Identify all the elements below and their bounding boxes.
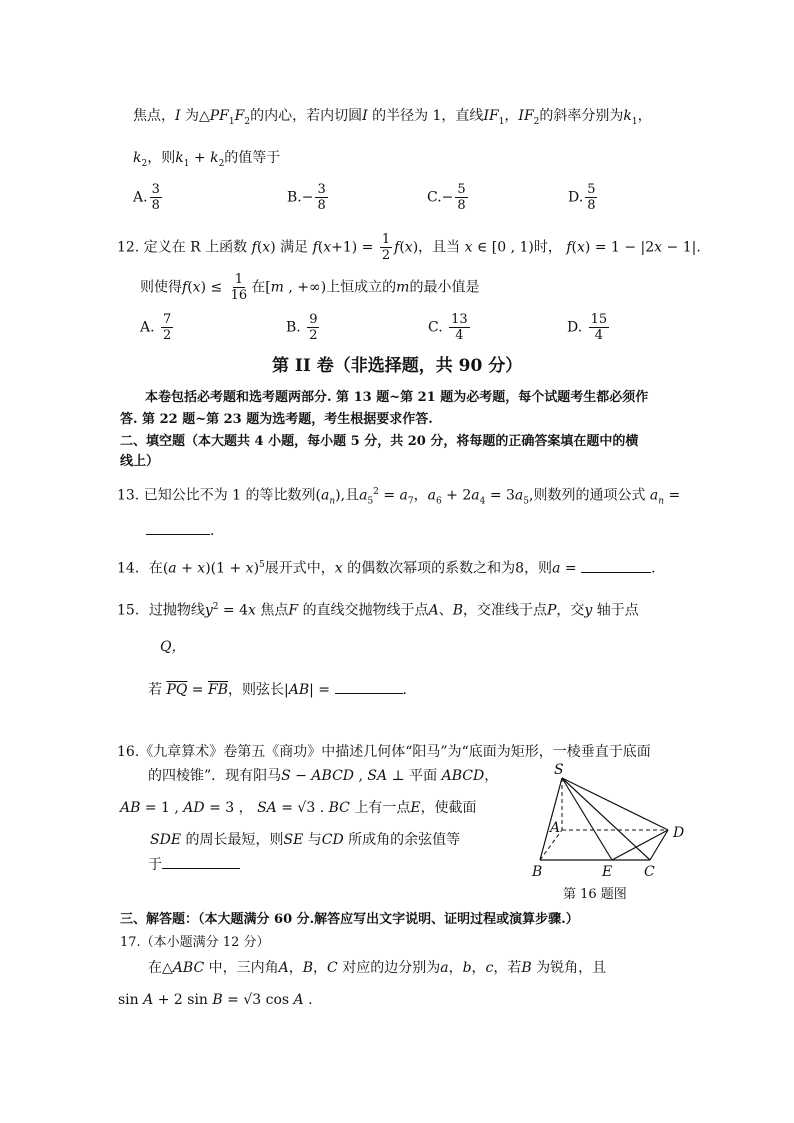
label-c: C [644, 864, 655, 880]
section-fill-blank-line1: 二、填空题（本大题共 4 小题，每小题 5 分，共 20 分，将每题的正确答案填在题中的横 [120, 434, 639, 449]
edge-sc [562, 778, 650, 860]
label-b: B [532, 864, 543, 880]
q15-line1: 15．过抛物线$y^2 = 4x$ 焦点F 的直线交抛物线于点A、B，交准线于点P，交y 轴于点 [117, 602, 639, 619]
q16-figure-caption: 第 16 题图 [563, 887, 627, 902]
q17-line1: 在△ABC 中，三内角A，B，C 对应的边分别为a，b，c，若B 为锐角，且 [148, 960, 607, 976]
q11-option-a: A. $\frac{3}{8}$ [133, 182, 160, 213]
q15-answer-blank[interactable] [335, 679, 403, 694]
label-e: E [602, 864, 613, 880]
section-solutions-title: 三、解答题：（本大题满分 60 分.解答应写出文字说明、证明过程或演算步骤.） [120, 912, 579, 927]
q11-option-c: C.− $\frac{5}{8}$ [427, 182, 466, 213]
q14-answer-blank[interactable] [581, 558, 651, 573]
q13-answer-blank[interactable]: . [146, 520, 214, 541]
q17-header: 17.（本小题满分 12 分） [120, 935, 270, 950]
part2-title: 第 II 卷（非选择题，共 90 分） [272, 356, 523, 376]
label-s: S [554, 762, 564, 778]
q17-line2: sin A + 2 sin B = √3 cos A . [118, 992, 313, 1008]
q16-pyramid-figure [520, 760, 700, 880]
q16-line1: 16.《九章算术》卷第五《商功》中描述几何体“阳马”为“底面为矩形，一棱垂直于底面 [117, 744, 651, 760]
q12-option-a: A. $\frac{7}{2}$ [140, 312, 172, 343]
q15-line2: Q， [160, 639, 186, 655]
q16-line4: SDE 的周长最短，则SE 与CD 所成角的余弦值等 [150, 832, 461, 848]
q12-option-d: D. $\frac{15}{4}$ [567, 312, 608, 343]
label-d: D [673, 825, 685, 841]
q16-answer-blank[interactable] [162, 854, 240, 869]
q11-option-d: D. $\frac{5}{8}$ [568, 182, 596, 213]
q16-line5: 于 [148, 854, 240, 875]
q16-line3: AB = 1 , AD = 3 ， SA = √3 . BC 上有一点E，使截面 [120, 800, 477, 816]
edge-sb [540, 778, 562, 860]
section-fill-blank-line2: 线上） [120, 454, 160, 469]
q11-line1: 焦点，I 为$\triangle PF_1F_2$的内心，若内切圆I 的半径为 1，直线$IF_1$，$IF_2$的斜率分别为$k_1$， [133, 108, 652, 127]
q12-option-c: C. $\frac{13}{4}$ [428, 312, 468, 343]
q11-line2: $k_2$，则$k_1 + k_2$的值等于 [133, 150, 281, 169]
q13-line1: 13. 已知公比不为 1 的等比数列$(a_n)$,且$a_5^2 = a_7$，$a_6 + 2a_4 = 3a_5$,则数列的通项公式 $a_n$ = [117, 487, 681, 507]
q16-line2: 的四棱锥”．现有阳马S − ABCD , SA ⊥ 平面 ABCD， [148, 768, 499, 784]
q12-line2: 则使得f(x) ≤ $\frac{1}{16}$ 在[m , +∞)上恒成立的m的最小值是 [140, 272, 480, 303]
label-a: A [550, 820, 561, 836]
q12-line1: 12. 定义在 R 上函数 f(x) 满足 f(x+1) = $\frac{1}{2}$ f(x)，且当 x ∈ [0 , 1)时， f(x) = 1 − |2x − 1|. [117, 232, 701, 263]
part2-intro-line1: 本卷包括必考题和选考题两部分. 第 13 题~第 21 题为必考题，每个试题考生都必须作 [145, 390, 649, 405]
q12-option-b: B. $\frac{9}{2}$ [286, 312, 318, 343]
q15-line3: 若 $\overline{PQ} = \overline{FB}$，则弦长|AB| = . [148, 679, 407, 700]
part2-intro-line2: 答. 第 22 题~第 23 题为选考题，考生根据要求作答. [120, 412, 433, 427]
q14-line: 14．在$(a + x)(1 + x)^5$展开式中，x 的偶数次幂项的系数之和为8，则a = . [117, 555, 656, 579]
q11-option-b: B.− $\frac{3}{8}$ [287, 182, 326, 213]
